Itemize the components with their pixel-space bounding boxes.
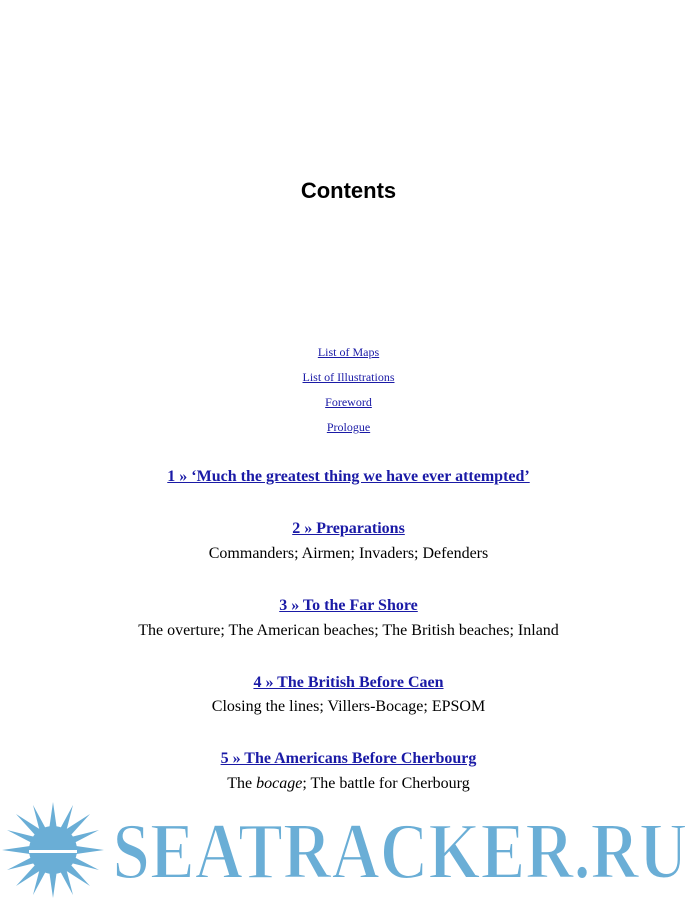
list-of-maps-link[interactable]: List of Maps [317,345,380,359]
watermark-logo [108,806,693,896]
chapter-2-heading[interactable] [0,520,697,538]
front-item-list-of-maps[interactable] [0,345,697,360]
chapter-5-heading[interactable] [0,750,697,768]
chapter-3-link[interactable]: 3 » To the Far Shore [279,597,418,614]
foreword-link[interactable]: Foreword [325,395,372,409]
chapter-5-link[interactable]: 5 » The Americans Before Cherbourg [220,750,477,767]
front-item-list-of-illustrations[interactable] [0,370,697,385]
chapter-4-sections: Closing the lines; Villers-Bocage; EPSOM [211,698,486,715]
chapter-5-sections-pre: The [227,775,257,792]
chapter-5-sections [0,775,697,793]
chapter-1-heading[interactable] [0,468,697,486]
page-title: Contents [300,178,397,203]
chapter-3-sections: The overture; The American beaches; The British beaches; Inland [138,622,559,639]
chapter-4-heading[interactable] [0,674,697,692]
prologue-link[interactable]: Prologue [326,420,371,434]
chapter-5-sections-post: ; The battle for Cherbourg [302,775,470,792]
sun-icon [0,800,106,900]
chapter-3-heading[interactable] [0,597,697,615]
chapter-4-link[interactable]: 4 » The British Before Caen [253,674,444,691]
chapter-2-link[interactable]: 2 » Preparations [292,520,405,537]
front-item-foreword[interactable] [0,395,697,410]
front-item-prologue[interactable] [0,420,697,435]
list-of-illustrations-link[interactable]: List of Illustrations [302,370,395,384]
watermark-text: SEATRACKER.RU [112,808,688,896]
chapter-5-sections-em: bocage [256,775,303,792]
chapter-1-link[interactable]: 1 » ‘Much the greatest thing we have ever attempted’ [167,468,530,485]
chapter-2-sections: Commanders; Airmen; Invaders; Defenders [208,545,489,562]
